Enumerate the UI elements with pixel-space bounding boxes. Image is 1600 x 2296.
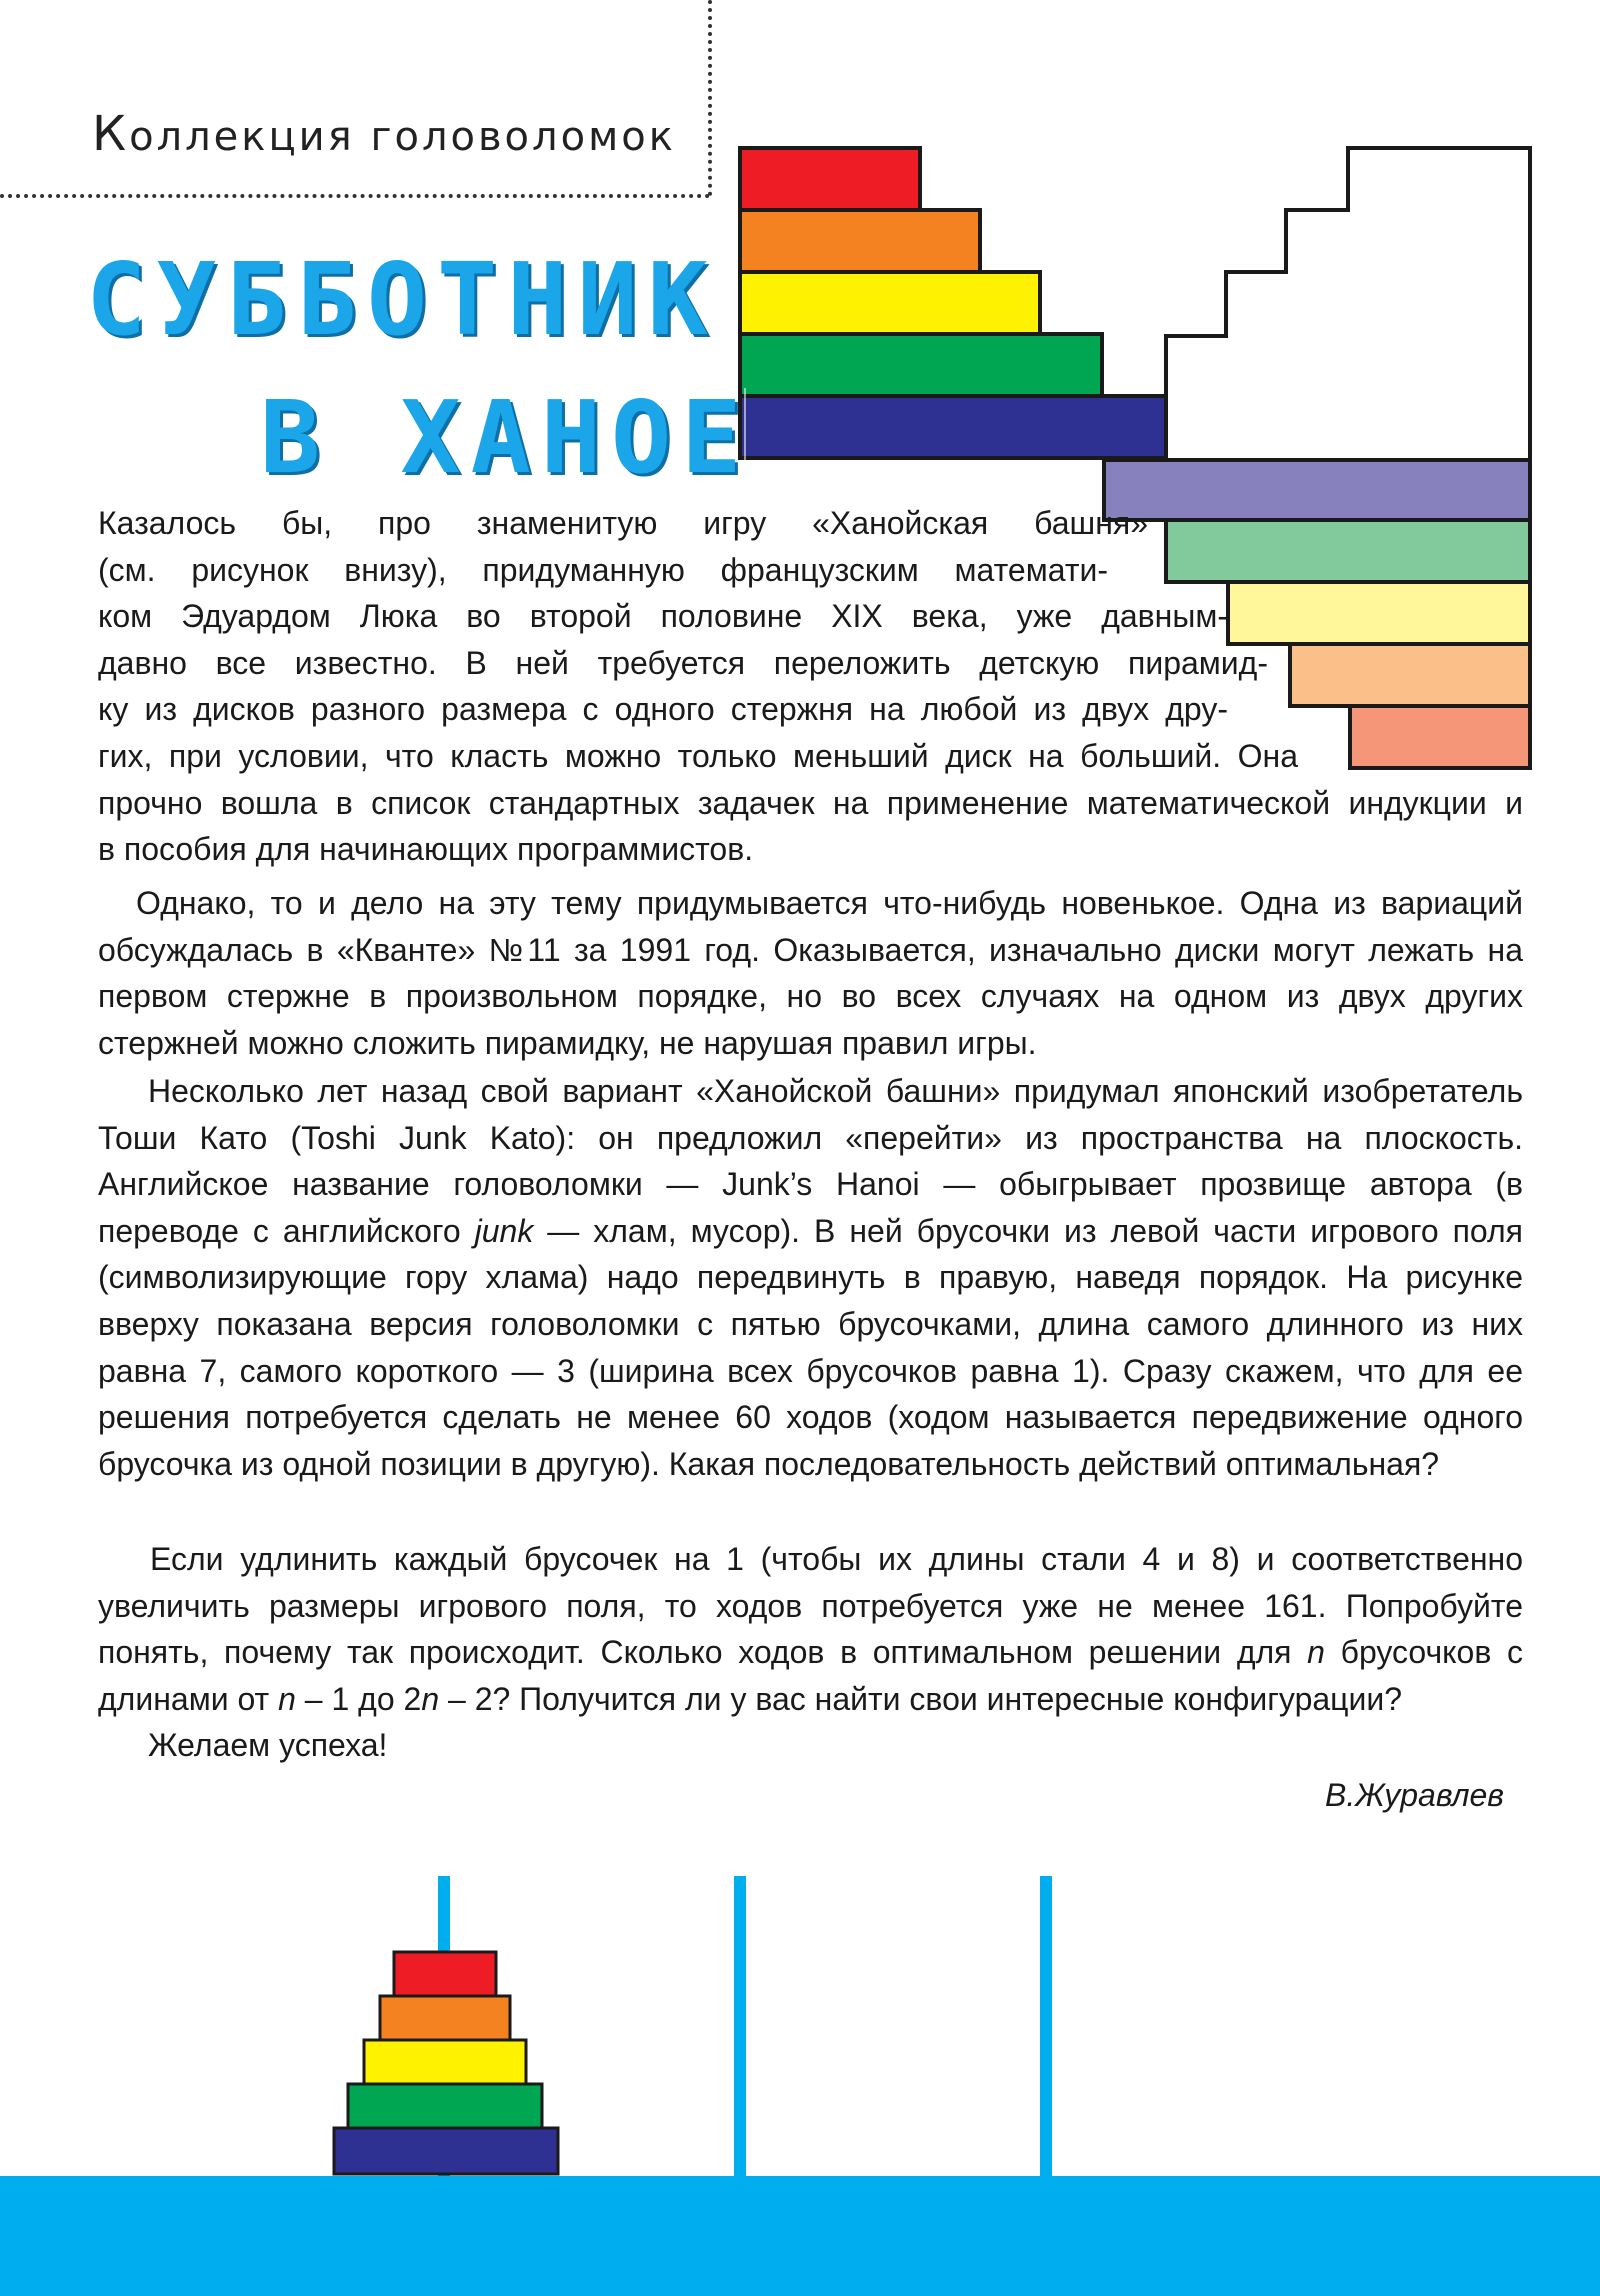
- intro-line: прочно вошла в список стандартных задачек на применение математической индукции и: [98, 784, 1523, 821]
- bar-red: [740, 148, 920, 210]
- paragraph-intro: [98, 500, 1523, 873]
- intro-line: в пособия для начинающих программистов.: [98, 831, 754, 868]
- word-junk: junk: [474, 1212, 534, 1249]
- disk-green: [348, 2084, 542, 2128]
- bar-yellow: [740, 272, 1040, 334]
- title-line-1: СУББОТНИК: [86, 241, 718, 358]
- intro-line: давно все известно. В ней требуется переложить детскую пирамид-: [98, 644, 1268, 681]
- peg-2: [734, 1876, 746, 2176]
- bar-orange: [740, 210, 980, 272]
- title-line-2: В ХАНОЕ: [260, 379, 752, 496]
- staircase-outline: [1166, 148, 1530, 460]
- bar-green: [740, 334, 1102, 396]
- author-signature: В.Журавлев: [1325, 1777, 1504, 1813]
- intro-line: ку из дисков разного размера с одного стержня на любой из двух дру-: [98, 691, 1228, 728]
- tower-of-hanoi-illustration: [0, 1860, 1600, 2180]
- paragraph-junks-hanoi: Несколько лет назад свой вариант «Ханойской башни» придумал японский изобретатель Тоши Като (Toshi Junk Kato): он предложил «перейти» из пространства на плоскость. Английское название головоломки — Junk’s Hanoi — обыгрывает прозвище автора (в переводе с английского junk — хлам, мусор). В ней брусочки из левой части игрового поля (символизирующие гору хлама) надо передвинуть в правую, наведя порядок. На рисунке вверху показана версия головоломки с пятью брусочками, длина самого длинного из них равна 7, самого короткого — 3 (ширина всех брусочков равна 1). Сразу скажем, что для ее решения потребуется сделать не менее 60 ходов (ходом называется передвижение одного брусочка из одной позиции в другую). Какая последовательность действий оптимальная?: [98, 1073, 1524, 1482]
- disk-blue: [334, 2128, 558, 2174]
- paragraph-generalization: Если удлинить каждый брусочек на 1 (чтобы их длины стали 4 и 8) и соответственно увеличить размеры игрового поля, то ходов потребуется уже не менее 161. Попробуйте понять, почему так происходит. Сколько ходов в оптимальном решении для n брусочков с длинами от n – 1 до 2n – 2? Получится ли у вас найти свои интересные конфигурации?: [98, 1541, 1523, 1717]
- disk-yellow: [364, 2040, 526, 2084]
- disk-orange: [380, 1996, 510, 2040]
- paragraph-wishes: Желаем успеха!: [148, 1727, 388, 1763]
- intro-line: Казалось бы, про знаменитую игру «Ханойская башня»: [98, 505, 1148, 541]
- intro-line: (см. рисунок внизу), придуманную французским математи-: [98, 551, 1108, 588]
- bar-blue: [740, 396, 1166, 458]
- intro-line: гих, при условии, что класть можно только меньший диск на больший. Она: [98, 737, 1298, 774]
- disk-red: [394, 1952, 496, 1996]
- paragraph-kvant: Однако, то и дело на эту тему придумывается что-нибудь новенькое. Одна из вариаций обсуждалась в «Кванте» №11 за 1991 год. Оказывается, изначально диски могут лежать на первом стержне в произвольном порядке, но во всех случаях на одном из двух других стержней можно сложить пирамидку, не нарушая правил игры.: [98, 885, 1523, 1061]
- intro-line: ком Эдуардом Люка во второй половине XIX века, уже давным-: [98, 598, 1228, 635]
- peg-3: [1040, 1876, 1052, 2176]
- floor-band: [0, 2176, 1600, 2296]
- rubric-label: Коллекция головоломок: [92, 106, 676, 162]
